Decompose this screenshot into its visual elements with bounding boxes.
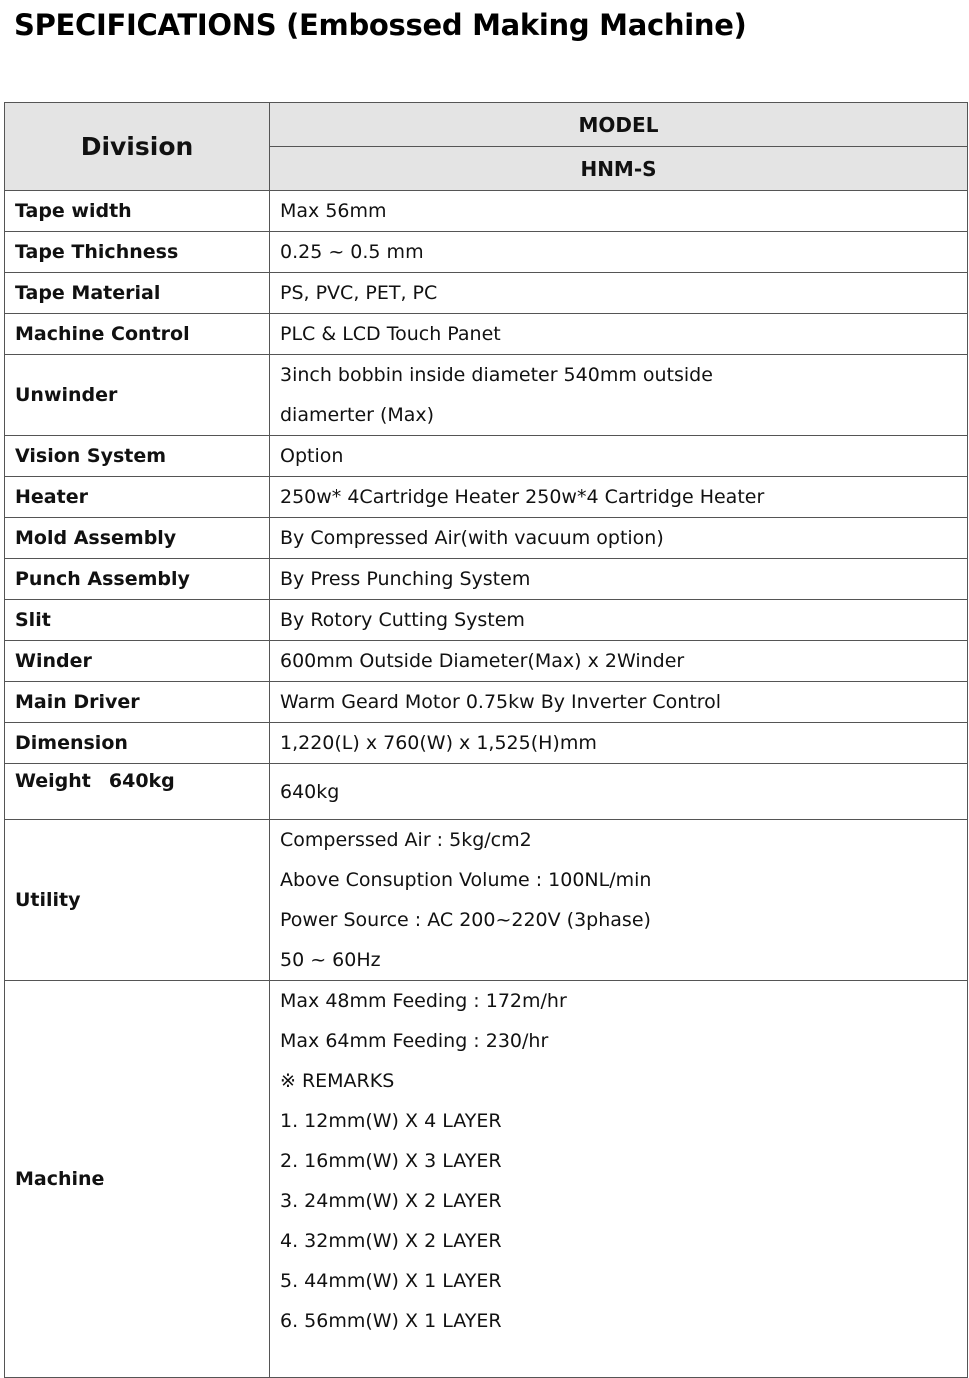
row-label: Main Driver	[5, 682, 270, 723]
row-label: Unwinder	[5, 355, 270, 436]
table-row	[5, 723, 968, 764]
row-value: By Rotory Cutting System	[270, 600, 968, 641]
table-row	[5, 273, 968, 314]
table-row	[5, 355, 968, 436]
table-row	[5, 232, 968, 273]
row-label: Machine	[5, 981, 270, 1378]
table-row	[5, 314, 968, 355]
row-value: 0.25 ~ 0.5 mm	[270, 232, 968, 273]
row-value: Option	[270, 436, 968, 477]
table-row	[5, 518, 968, 559]
row-value: 640kg	[270, 764, 968, 820]
table-row	[5, 682, 968, 723]
row-value: By Press Punching System	[270, 559, 968, 600]
row-value: 1,220(L) x 760(W) x 1,525(H)mm	[270, 723, 968, 764]
row-label: Slit	[5, 600, 270, 641]
table-header-row	[5, 103, 968, 147]
model-header: MODEL	[270, 103, 968, 147]
table-row	[5, 477, 968, 518]
row-label: Heater	[5, 477, 270, 518]
row-label: Mold Assembly	[5, 518, 270, 559]
row-label: Utility	[5, 820, 270, 981]
row-value: Max 48mm Feeding : 172m/hr Max 64mm Feeding : 230/hr ※ REMARKS 1. 12mm(W) X 4 LAYER 2. 16mm(W) X 3 LAYER 3. 24mm(W) X 2 LAYER 4. 32mm(W) X 2 LAYER 5. 44mm(W) X 1 LAYER 6. 56mm(W) X 1 LAYER	[270, 981, 968, 1378]
table-row	[5, 191, 968, 232]
table-row	[5, 641, 968, 682]
row-value: By Compressed Air(with vacuum option)	[270, 518, 968, 559]
weight-label: Weight	[15, 770, 91, 792]
specifications-table	[4, 102, 968, 1378]
table-row	[5, 559, 968, 600]
row-label: Winder	[5, 641, 270, 682]
table-row	[5, 436, 968, 477]
row-label: Tape Material	[5, 273, 270, 314]
row-value: PLC & LCD Touch Panet	[270, 314, 968, 355]
row-value: 600mm Outside Diameter(Max) x 2Winder	[270, 641, 968, 682]
row-value: Comperssed Air : 5kg/cm2 Above Consuption Volume : 100NL/min Power Source : AC 200~220V (3phase) 50 ~ 60Hz	[270, 820, 968, 981]
row-label: Machine Control	[5, 314, 270, 355]
row-label	[5, 764, 270, 820]
row-value: Max 56mm	[270, 191, 968, 232]
table-row	[5, 981, 968, 1378]
row-label: Tape width	[5, 191, 270, 232]
row-value: 3inch bobbin inside diameter 540mm outside diamerter (Max)	[270, 355, 968, 436]
division-header: Division	[5, 103, 270, 191]
weight-label-value: 640kg	[108, 770, 175, 792]
row-value: 250w* 4Cartridge Heater 250w*4 Cartridge Heater	[270, 477, 968, 518]
row-label: Tape Thichness	[5, 232, 270, 273]
row-label: Punch Assembly	[5, 559, 270, 600]
page-title: SPECIFICATIONS (Embossed Making Machine)	[14, 8, 747, 42]
row-value: Warm Geard Motor 0.75kw By Inverter Control	[270, 682, 968, 723]
model-name: HNM-S	[270, 147, 968, 191]
table-row	[5, 600, 968, 641]
row-value: PS, PVC, PET, PC	[270, 273, 968, 314]
table-row	[5, 820, 968, 981]
table-row	[5, 764, 968, 820]
row-label: Vision System	[5, 436, 270, 477]
row-label: Dimension	[5, 723, 270, 764]
